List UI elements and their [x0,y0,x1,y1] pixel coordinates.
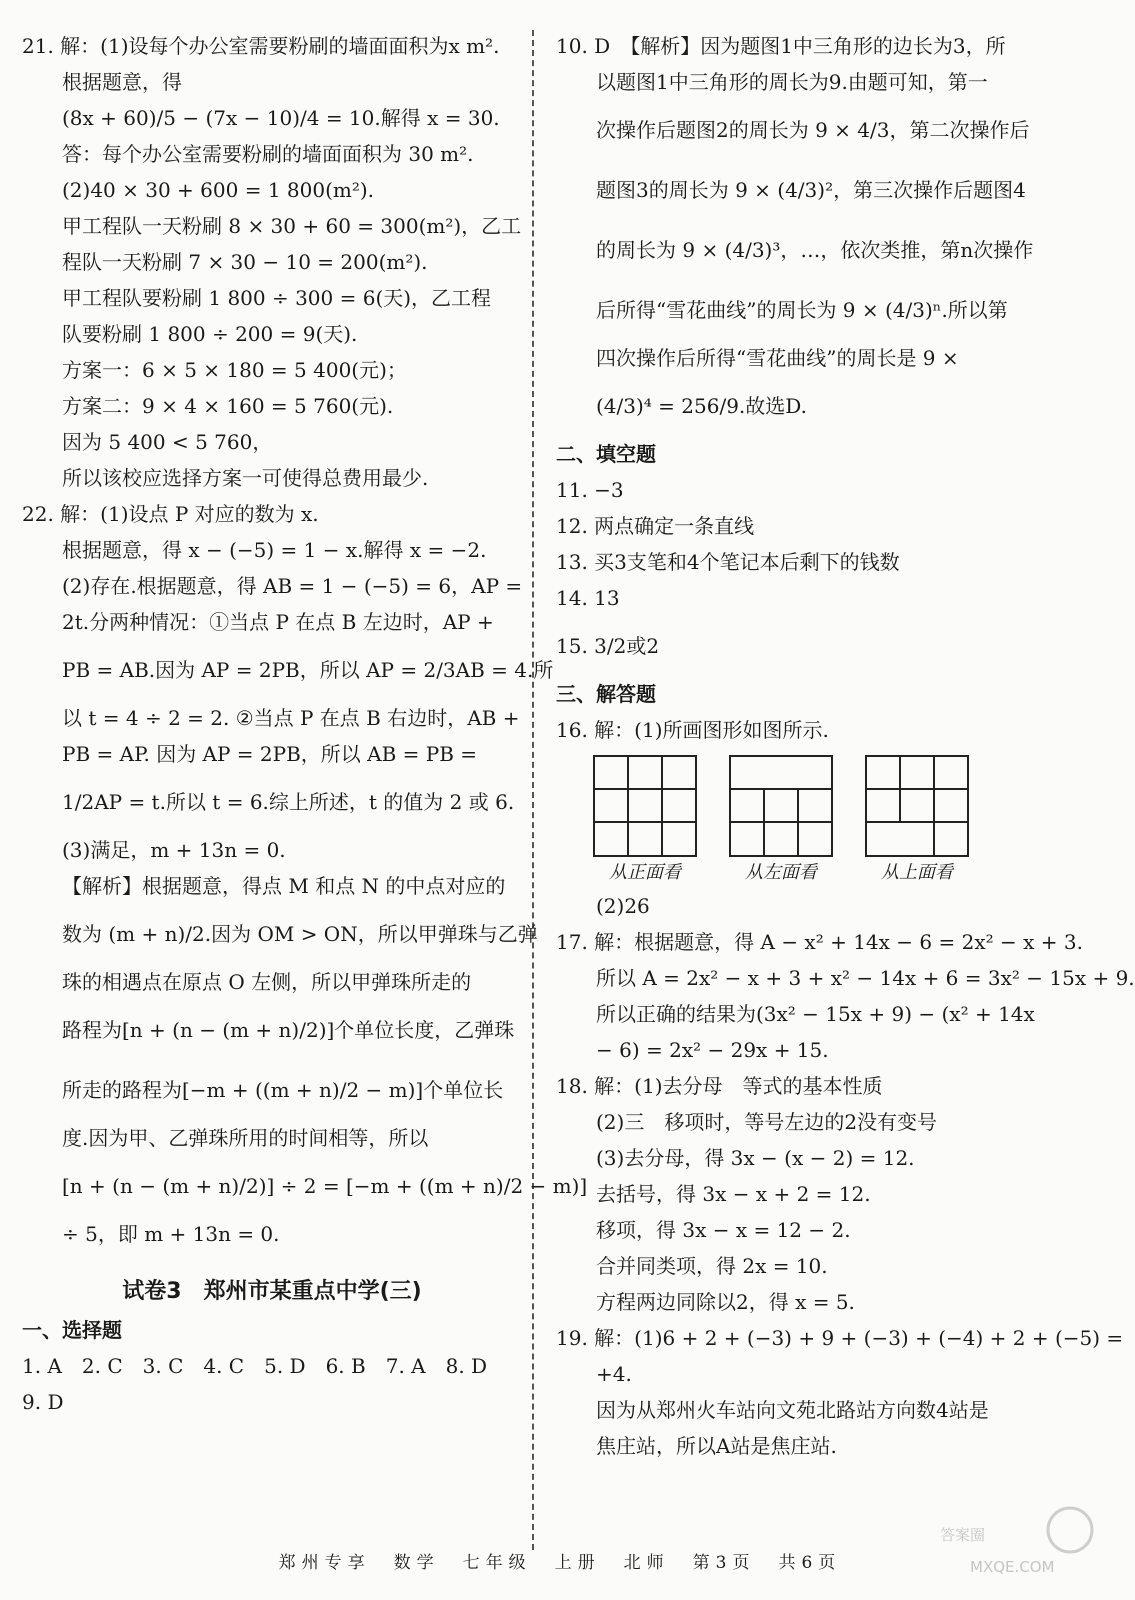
q22-line-7: PB = AP. 因为 AP = 2PB，所以 AB = PB = [62,742,478,766]
q22-analysis-2: 数为 (m + n)/2.因为 OM > ON，所以甲弹珠与乙弹 [62,922,538,946]
q19-line-3: 因为从郑州火车站向文苑北路站方向数4站是 [596,1398,989,1422]
q22-analysis-8: ÷ 5，即 m + 13n = 0. [62,1222,280,1246]
fill-answer-15: 15. 3/2或2 [556,634,660,658]
q22-line-5: PB = AB.因为 AP = 2PB，所以 AP = 2/3AB = 4.所 [62,658,554,682]
q22-analysis-7: [n + (n − (m + n)/2)] ÷ 2 = [−m + ((m + n)/2 − m)] [62,1174,588,1198]
q22-line-1: 22. 解：(1)设点 P 对应的数为 x. [22,502,319,526]
q16-line-2: (2)26 [596,894,650,918]
q17-line-4: − 6) = 2x² − 29x + 15. [596,1038,829,1062]
watermark-title: 答案圈 [940,1526,986,1544]
q21-line-1: 21. 解：(1)设每个办公室需要粉刷的墙面面积为x m². [22,34,500,58]
q22-analysis-6: 度.因为甲、乙弹珠所用的时间相等，所以 [62,1126,429,1150]
front-view-grid [592,754,698,858]
q18-line-7: 方程两边同除以2，得 x = 5. [596,1290,855,1314]
top-view-caption: 从上面看 [881,862,953,883]
q18-line-4: 去括号，得 3x − x + 2 = 12. [596,1182,871,1206]
column-divider [532,30,534,1550]
q21-line-6: 甲工程队一天粉刷 8 × 30 + 60 = 300(m²)，乙工 [62,214,522,238]
q22-line-6: 以 t = 4 ÷ 2 = 2. ②当点 P 在点 B 右边时，AB + [62,706,520,730]
q22-analysis-1: 【解析】根据题意，得点 M 和点 N 的中点对应的 [62,874,506,898]
q16-line-1: 16. 解：(1)所画图形如图所示. [556,718,829,742]
q21-conclusion: 所以该校应选择方案一可使得总费用最少. [62,466,429,490]
q21-line-4: 答：每个办公室需要粉刷的墙面面积为 30 m². [62,142,474,166]
q10-line-3: 次操作后题图2的周长为 9 × 4/3，第二次操作后 [596,118,1030,142]
front-view-caption: 从正面看 [609,862,681,883]
q22-line-4: 2t.分两种情况：①当点 P 在点 B 左边时，AP + [62,610,494,634]
q21-line-8: 甲工程队要粉刷 1 800 ÷ 300 = 6(天)，乙工程 [62,286,492,310]
q21-compare: 因为 5 400 < 5 760， [62,430,273,454]
q22-line-3: (2)存在.根据题意，得 AB = 1 − (−5) = 6，AP = [62,574,523,598]
front-view-figure [592,754,698,888]
q18-line-5: 移项，得 3x − x = 12 − 2. [596,1218,851,1242]
q17-line-1: 17. 解：根据题意，得 A − x² + 14x − 6 = 2x² − x + 3. [556,930,1083,954]
q21-plan-1: 方案一：6 × 5 × 180 = 5 400(元)； [62,358,407,382]
q10-line-2: 以题图1中三角形的周长为9.由题可知，第一 [596,70,988,94]
q10-line-5: 的周长为 9 × (4/3)³，…，依次类推，第n次操作 [596,238,1034,262]
q19-line-4: 焦庄站，所以A站是焦庄站. [596,1434,837,1458]
q21-plan-2: 方案二：9 × 4 × 160 = 5 760(元). [62,394,394,418]
q21-line-7: 程队一天粉刷 7 × 30 − 10 = 200(m²). [62,250,428,274]
fill-answer-13: 13. 买3支笔和4个笔记本后剩下的钱数 [556,550,900,574]
q18-line-2: (2)三 移项时，等号左边的2没有变号 [596,1110,938,1134]
top-view-figure [864,754,970,888]
section-fill-heading: 二、填空题 [556,442,656,466]
left-view-caption: 从左面看 [745,862,817,883]
q22-line-8: 1/2AP = t.所以 t = 6.综上所述，t 的值为 2 或 6. [62,790,515,814]
q10-line-1: 10. D 【解析】因为题图1中三角形的边长为3，所 [556,34,1006,58]
q10-line-4: 题图3的周长为 9 × (4/3)²，第三次操作后题图4 [596,178,1026,202]
fill-answer-14: 14. 13 [556,586,620,610]
top-view-grid [864,754,970,858]
fill-answer-12: 12. 两点确定一条直线 [556,514,755,538]
q17-line-3: 所以正确的结果为(3x² − 15x + 9) − (x² + 14x [596,1002,1035,1026]
view-figures [556,754,1046,888]
q22-line-2: 根据题意，得 x − (−5) = 1 − x.解得 x = −2. [62,538,487,562]
right-column [556,28,1135,1464]
watermark-url: MXQE.COM [970,1558,1055,1576]
q22-analysis-3: 珠的相遇点在原点 O 左侧，所以甲弹珠所走的 [62,970,472,994]
choice-answers-row-2: 9. D [22,1390,64,1414]
q21-line-2: 根据题意，得 [62,70,182,94]
q22-analysis-5: 所走的路程为[−m + ((m + n)/2 − m)]个单位长 [62,1078,504,1102]
q19-line-2: +4. [596,1362,632,1386]
left-view-grid [728,754,834,858]
q21-equation: (8x + 60)/5 − (7x − 10)/4 = 10.解得 x = 30. [62,106,500,130]
q18-line-3: (3)去分母，得 3x − (x − 2) = 12. [596,1146,915,1170]
q21-line-9: 队要粉刷 1 800 ÷ 200 = 9(天). [62,322,358,346]
left-view-figure [728,754,834,888]
choice-answers-row-1: 1. A 2. C 3. C 4. C 5. D 6. B 7. A 8. D [22,1354,488,1378]
paper-title: 试卷3 郑州市某重点中学(三) [122,1279,422,1304]
q22-line-9: (3)满足，m + 13n = 0. [62,838,286,862]
q18-line-1: 18. 解：(1)去分母 等式的基本性质 [556,1074,883,1098]
fill-answer-11: 11. −3 [556,478,624,502]
q10-line-6: 后所得“雪花曲线”的周长为 9 × (4/3)ⁿ.所以第 [596,298,1008,322]
q22-analysis-4: 路程为[n + (n − (m + n)/2)]个单位长度，乙弹珠 [62,1018,515,1042]
q21-line-5: (2)40 × 30 + 600 = 1 800(m²). [62,178,375,202]
section-choice-heading: 一、选择题 [22,1318,122,1342]
q18-line-6: 合并同类项，得 2x = 10. [596,1254,828,1278]
q17-line-2: 所以 A = 2x² − x + 3 + x² − 14x + 6 = 3x² − 15x + 9. [596,966,1135,990]
q19-line-1: 19. 解：(1)6 + 2 + (−3) + 9 + (−3) + (−4) + 2 + (−5) = [556,1326,1124,1350]
page-footer: 郑州专享 数学 七年级 上册 北师 第3页 共6页 [278,1553,842,1573]
section-solve-heading: 三、解答题 [556,682,656,706]
q10-line-7: 四次操作后所得“雪花曲线”的周长是 9 × [596,346,959,370]
q10-line-8: (4/3)⁴ = 256/9.故选D. [596,394,807,418]
watermark-logo [930,1500,1100,1580]
